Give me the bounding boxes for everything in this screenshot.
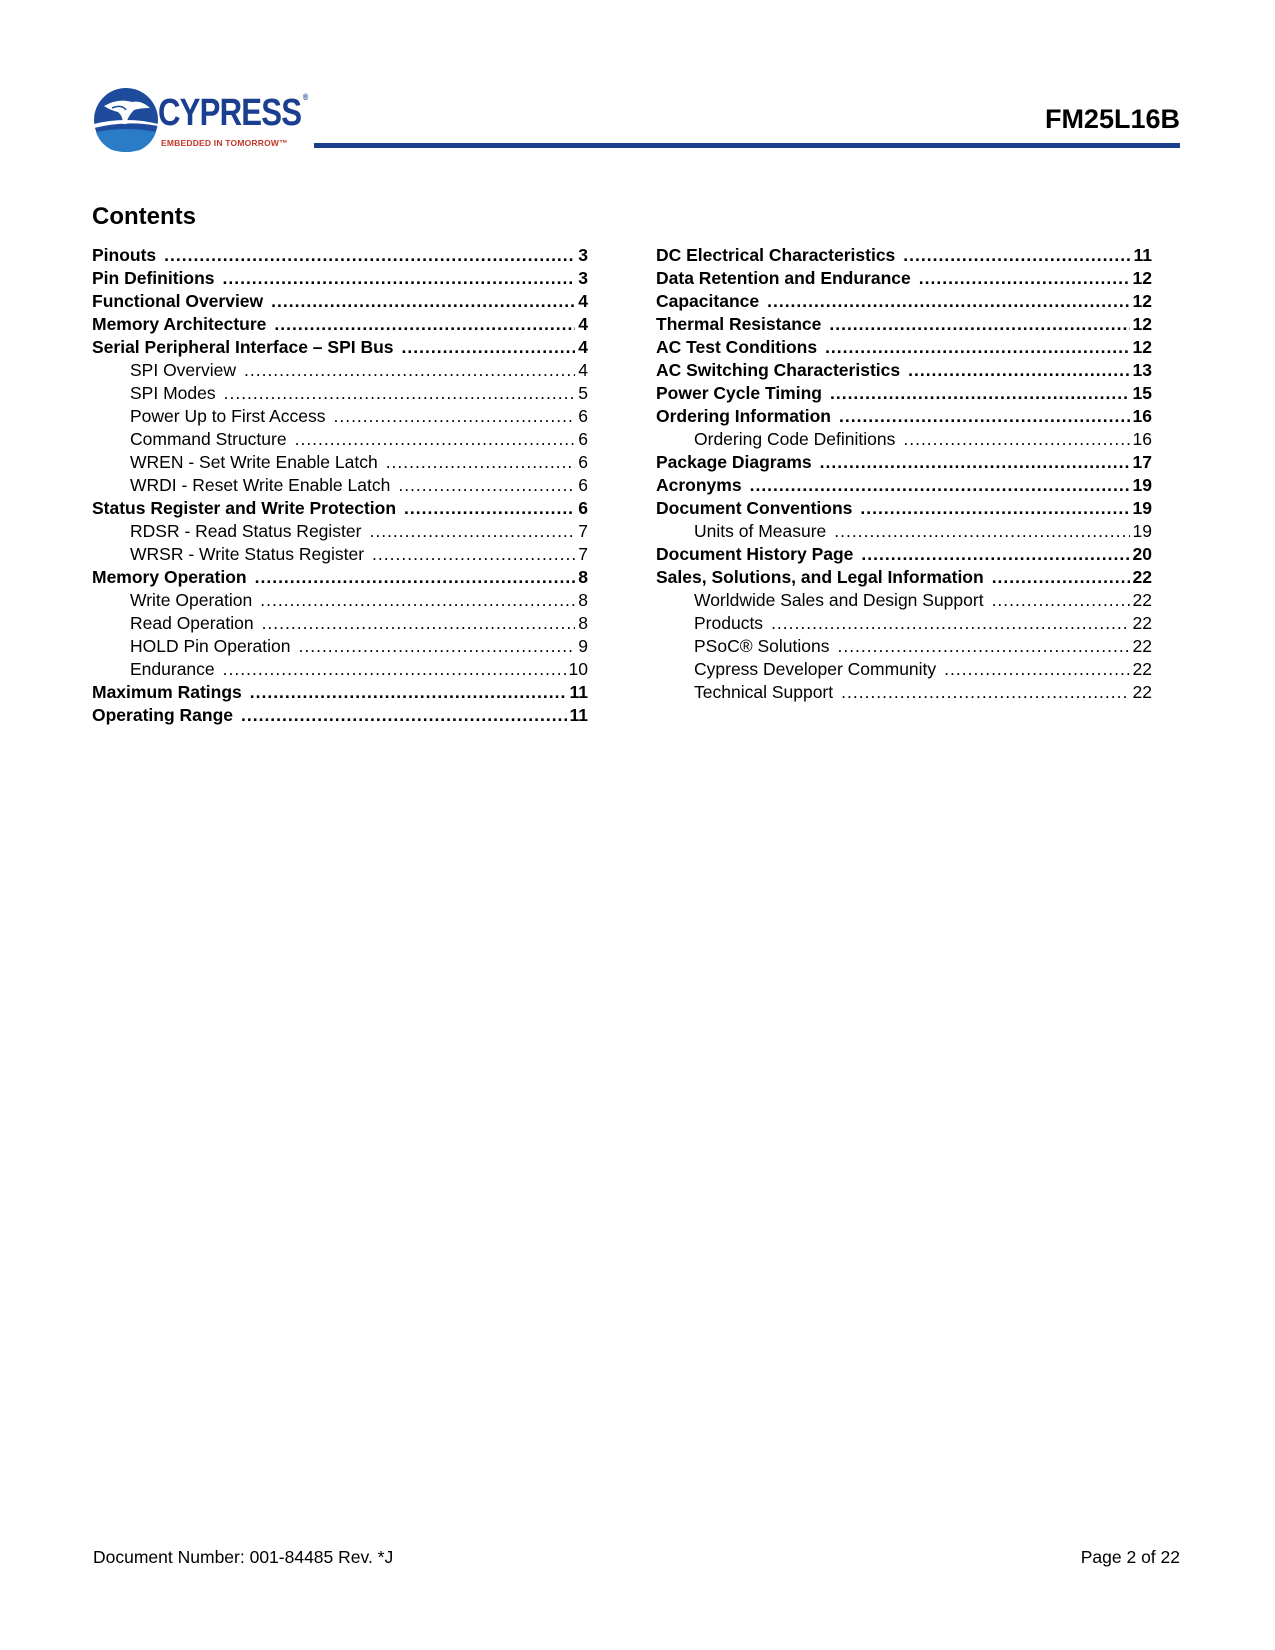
toc-entry[interactable] xyxy=(92,336,588,359)
toc-entry-label: Write Operation xyxy=(130,590,253,610)
toc-entry[interactable] xyxy=(92,451,588,474)
toc-entry-page: 11 xyxy=(569,705,588,725)
toc-dot-leader xyxy=(250,681,567,704)
toc-entry-label: Power Cycle Timing xyxy=(656,383,822,403)
toc-entry-label: SPI Modes xyxy=(130,383,216,403)
toc-dot-leader xyxy=(333,405,575,428)
toc-dot-leader xyxy=(386,451,576,474)
toc-dot-leader xyxy=(255,566,576,589)
toc-entry[interactable] xyxy=(92,635,588,658)
toc-dot-leader xyxy=(829,313,1129,336)
toc-dot-leader xyxy=(404,497,575,520)
toc-entry-label: Maximum Ratings xyxy=(92,682,242,702)
contents-heading: Contents xyxy=(92,203,196,230)
toc-entry-label: Power Up to First Access xyxy=(130,406,326,426)
toc-entry-label: WREN - Set Write Enable Latch xyxy=(130,452,378,472)
toc-entry-page: 4 xyxy=(578,314,588,334)
toc-entry[interactable] xyxy=(92,704,588,727)
toc-entry-label: WRDI - Reset Write Enable Latch xyxy=(130,475,391,495)
toc-dot-leader xyxy=(402,336,576,359)
toc-entry-page: 12 xyxy=(1132,337,1152,357)
toc-entry[interactable] xyxy=(656,267,1152,290)
toc-entry-page: 4 xyxy=(578,291,588,311)
toc-entry-label: Pinouts xyxy=(92,245,157,265)
toc-dot-leader xyxy=(398,474,575,497)
toc-entry[interactable] xyxy=(656,612,1152,635)
toc-entry-label: WRSR - Write Status Register xyxy=(130,544,365,564)
toc-entry-page: 8 xyxy=(578,613,588,633)
toc-entry[interactable] xyxy=(92,405,588,428)
toc-entry-page: 17 xyxy=(1132,452,1152,472)
toc-entry-page: 6 xyxy=(578,475,588,495)
toc-entry[interactable] xyxy=(656,566,1152,589)
toc-entry[interactable] xyxy=(92,566,588,589)
toc-entry[interactable] xyxy=(656,290,1152,313)
logo-wordmark: CYPRESS ® xyxy=(158,92,308,134)
toc-dot-leader xyxy=(771,612,1129,635)
toc-entry[interactable] xyxy=(92,543,588,566)
toc-entry-label: Cypress Developer Community xyxy=(694,659,937,679)
toc-entry[interactable] xyxy=(92,313,588,336)
toc-entry[interactable] xyxy=(656,543,1152,566)
toc-entry-label: Units of Measure xyxy=(694,521,827,541)
toc-dot-leader xyxy=(944,658,1129,681)
toc-entry[interactable] xyxy=(656,359,1152,382)
toc-entry-label: Sales, Solutions, and Legal Information xyxy=(656,567,984,587)
toc-entry-label: Thermal Resistance xyxy=(656,314,822,334)
toc-entry[interactable] xyxy=(92,658,588,681)
toc-entry[interactable] xyxy=(656,428,1152,451)
toc-dot-leader xyxy=(369,520,575,543)
toc-entry-page: 16 xyxy=(1132,429,1152,449)
toc-dot-leader xyxy=(860,497,1129,520)
toc-entry-page: 4 xyxy=(578,360,588,380)
toc-dot-leader xyxy=(861,543,1129,566)
toc-entry-page: 22 xyxy=(1132,613,1152,633)
toc-entry-page: 7 xyxy=(578,544,588,564)
toc-entry-label: Products xyxy=(694,613,764,633)
toc-entry[interactable] xyxy=(656,658,1152,681)
toc-dot-leader xyxy=(839,405,1130,428)
toc-dot-leader xyxy=(837,635,1129,658)
toc-dot-leader xyxy=(903,428,1129,451)
toc-entry[interactable] xyxy=(92,244,588,267)
toc-entry[interactable] xyxy=(656,635,1152,658)
toc-entry[interactable] xyxy=(656,451,1152,474)
toc-dot-leader xyxy=(164,244,575,267)
toc-entry-label: RDSR - Read Status Register xyxy=(130,521,362,541)
toc-entry-page: 15 xyxy=(1132,383,1152,403)
toc-entry-label: Pin Definitions xyxy=(92,268,215,288)
toc-entry-label: Functional Overview xyxy=(92,291,264,311)
toc-entry[interactable] xyxy=(92,681,588,704)
toc-entry-page: 19 xyxy=(1132,475,1152,495)
toc-entry-label: DC Electrical Characteristics xyxy=(656,245,896,265)
toc-dot-leader xyxy=(825,336,1129,359)
toc-entry-page: 6 xyxy=(578,452,588,472)
toc-entry-label: Document History Page xyxy=(656,544,854,564)
toc-entry-label: Serial Peripheral Interface – SPI Bus xyxy=(92,337,394,357)
toc-dot-leader xyxy=(750,474,1130,497)
toc-entry-label: Memory Operation xyxy=(92,567,247,587)
toc-dot-leader xyxy=(841,681,1129,704)
toc-entry-label: Capacitance xyxy=(656,291,760,311)
cypress-globe-icon xyxy=(92,86,160,154)
toc-entry[interactable] xyxy=(656,520,1152,543)
toc-entry[interactable] xyxy=(92,428,588,451)
toc-entry-page: 3 xyxy=(578,245,588,265)
toc-entry-label: Status Register and Write Protection xyxy=(92,498,397,518)
toc-dot-leader xyxy=(274,313,575,336)
toc-entry-page: 22 xyxy=(1132,659,1152,679)
toc-dot-leader xyxy=(223,267,576,290)
toc-entry[interactable] xyxy=(656,336,1152,359)
toc-dot-leader xyxy=(271,290,575,313)
cypress-logo xyxy=(92,86,312,158)
toc-entry-label: Memory Architecture xyxy=(92,314,267,334)
toc-entry-page: 6 xyxy=(578,429,588,449)
toc-dot-leader xyxy=(299,635,576,658)
toc-dot-leader xyxy=(262,612,576,635)
toc-entry[interactable] xyxy=(656,382,1152,405)
footer-document-number: Document Number: 001-84485 Rev. *J xyxy=(93,1547,394,1567)
toc-entry-page: 22 xyxy=(1132,590,1152,610)
toc-entry[interactable] xyxy=(92,497,588,520)
toc-entry-page: 19 xyxy=(1132,521,1152,541)
toc-entry[interactable] xyxy=(92,589,588,612)
header-rule xyxy=(314,143,1180,148)
toc-dot-leader xyxy=(241,704,567,727)
toc-entry-page: 8 xyxy=(578,567,588,587)
toc-entry-page: 11 xyxy=(1133,245,1152,265)
toc-entry[interactable] xyxy=(92,382,588,405)
toc-entry-label: SPI Overview xyxy=(130,360,236,380)
document-title: FM25L16B xyxy=(1044,104,1180,134)
toc-entry-page: 22 xyxy=(1132,567,1152,587)
toc-entry-page: 7 xyxy=(578,521,588,541)
logo-tagline: EMBEDDED IN TOMORROW™ xyxy=(161,138,288,148)
toc-entry[interactable] xyxy=(656,313,1152,336)
toc-dot-leader xyxy=(992,566,1130,589)
toc-entry-page: 13 xyxy=(1132,360,1152,380)
toc-entry-label: Acronyms xyxy=(656,475,742,495)
toc-entry-label: Operating Range xyxy=(92,705,233,725)
toc-entry[interactable] xyxy=(656,589,1152,612)
toc-entry-page: 22 xyxy=(1132,682,1152,702)
toc-right-column xyxy=(656,244,1152,704)
toc-entry-label: Worldwide Sales and Design Support xyxy=(694,590,984,610)
toc-dot-leader xyxy=(820,451,1130,474)
toc-entry-label: PSoC® Solutions xyxy=(694,636,830,656)
toc-entry-label: Command Structure xyxy=(130,429,287,449)
toc-entry[interactable] xyxy=(92,290,588,313)
toc-dot-leader xyxy=(260,589,575,612)
toc-entry-label: Read Operation xyxy=(130,613,254,633)
toc-entry-page: 3 xyxy=(578,268,588,288)
toc-entry-label: Document Conventions xyxy=(656,498,853,518)
toc-left-column xyxy=(92,244,588,727)
toc-entry[interactable] xyxy=(656,405,1152,428)
toc-entry[interactable] xyxy=(92,612,588,635)
toc-entry-page: 12 xyxy=(1132,314,1152,334)
toc-dot-leader xyxy=(295,428,576,451)
toc-entry-label: AC Switching Characteristics xyxy=(656,360,901,380)
toc-entry-label: Ordering Code Definitions xyxy=(694,429,896,449)
toc-entry-page: 6 xyxy=(578,406,588,426)
toc-entry-label: Package Diagrams xyxy=(656,452,812,472)
toc-entry[interactable] xyxy=(92,267,588,290)
toc-entry-page: 10 xyxy=(568,659,588,679)
toc-entry-page: 16 xyxy=(1132,406,1152,426)
toc-dot-leader xyxy=(903,244,1130,267)
toc-entry-page: 11 xyxy=(569,682,588,702)
toc-entry-page: 8 xyxy=(578,590,588,610)
toc-entry-page: 22 xyxy=(1132,636,1152,656)
toc-dot-leader xyxy=(224,382,576,405)
toc-entry-label: Technical Support xyxy=(694,682,834,702)
toc-dot-leader xyxy=(919,267,1130,290)
toc-entry-page: 6 xyxy=(578,498,588,518)
toc-entry-label: Data Retention and Endurance xyxy=(656,268,911,288)
footer-page-number: Page 2 of 22 xyxy=(1080,1547,1180,1567)
toc-entry-label: Endurance xyxy=(130,659,215,679)
toc-entry[interactable] xyxy=(656,681,1152,704)
toc-dot-leader xyxy=(834,520,1129,543)
toc-entry-label: HOLD Pin Operation xyxy=(130,636,291,656)
toc-entry-page: 9 xyxy=(578,636,588,656)
toc-entry-page: 20 xyxy=(1132,544,1152,564)
toc-entry-label: AC Test Conditions xyxy=(656,337,818,357)
toc-dot-leader xyxy=(372,543,575,566)
toc-entry[interactable] xyxy=(92,474,588,497)
toc-entry[interactable] xyxy=(92,359,588,382)
toc-entry-page: 12 xyxy=(1132,268,1152,288)
toc-entry-label: Ordering Information xyxy=(656,406,831,426)
toc-entry-page: 5 xyxy=(578,383,588,403)
toc-entry-page: 12 xyxy=(1132,291,1152,311)
toc-dot-leader xyxy=(908,359,1129,382)
toc-entry[interactable] xyxy=(656,497,1152,520)
toc-entry-page: 19 xyxy=(1132,498,1152,518)
toc-dot-leader xyxy=(992,589,1130,612)
toc-entry[interactable] xyxy=(656,244,1152,267)
toc-entry[interactable] xyxy=(92,520,588,543)
toc-dot-leader xyxy=(830,382,1130,405)
toc-entry-page: 4 xyxy=(578,337,588,357)
toc-entry[interactable] xyxy=(656,474,1152,497)
toc-dot-leader xyxy=(223,658,566,681)
toc-dot-leader xyxy=(244,359,575,382)
toc-dot-leader xyxy=(767,290,1129,313)
